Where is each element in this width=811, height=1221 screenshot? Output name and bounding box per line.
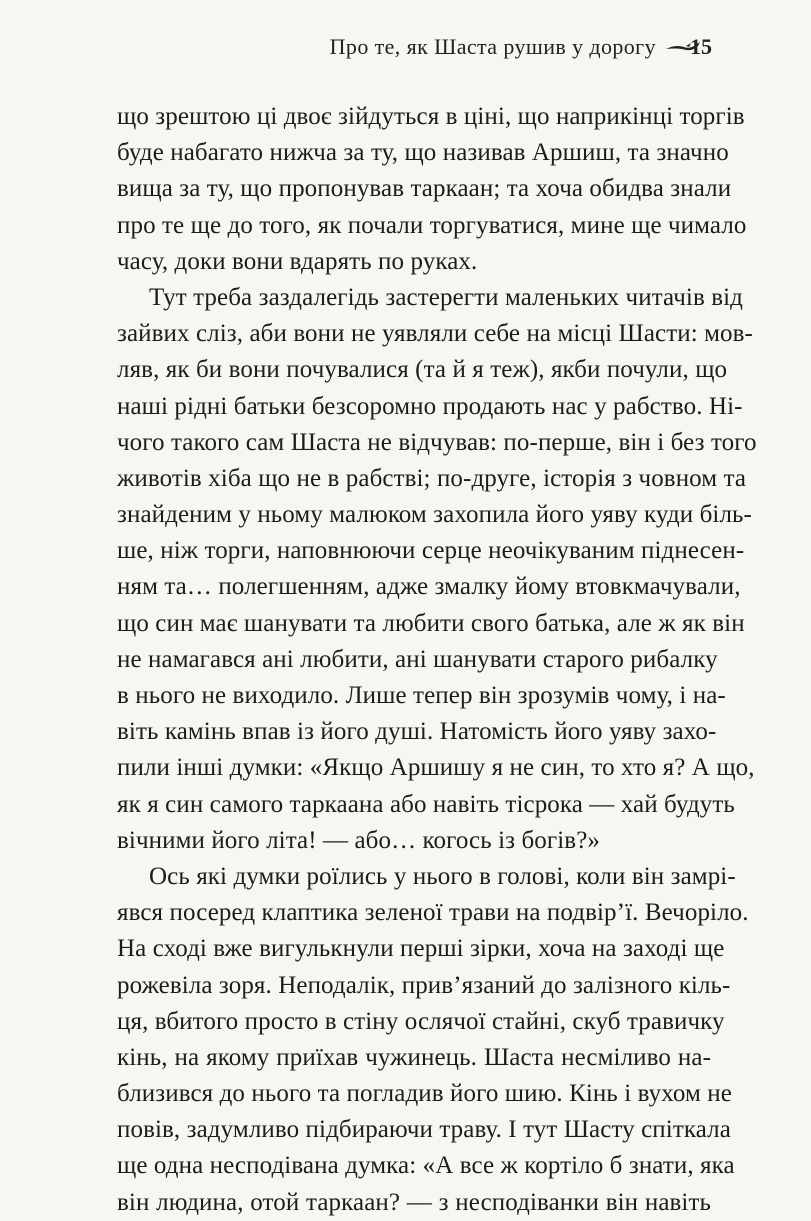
text-line: близився до нього та погладив його шию. Кінь і вухом не <box>117 1080 732 1108</box>
text-line: кінь, на якому приїхав чужинець. Шаста несміливо на- <box>117 1043 711 1071</box>
text-line: часу, доки вони вдарять по руках. <box>117 247 478 275</box>
text-line: знайденим у ньому малюком захопила його уяву куди біль- <box>117 501 752 529</box>
text-line: На сході вже вигулькнули перші зірки, хоча на заході ще <box>117 935 725 963</box>
text-line: він людина, отой таркаан? — з несподіванки він навіть <box>117 1188 711 1216</box>
text-line: вища за ту, що пропонував таркаан; та хоча обидва знали <box>117 175 732 203</box>
text-line: про те ще до того, як почали торгуватися, мине ще чимало <box>117 211 747 239</box>
text-line: животів хіба що не в рабстві; по-друге, історія з човном та <box>117 464 747 492</box>
text-line: не намагався ані любити, ані шанувати старого рибалку <box>117 645 718 673</box>
text-line: Ось які думки роїлись у нього в голові, коли він замрі- <box>149 862 736 890</box>
text-line: ця, вбитого просто в стіну ослячої стайні, скуб травичку <box>117 1007 725 1035</box>
text-line: явся посеред клаптика зеленої трави на подвір’ї. Вечоріло. <box>117 899 749 927</box>
text-line: ляв, як би вони почувалися (та й я теж), якби почули, що <box>117 356 728 384</box>
text-line: в нього не виходило. Лише тепер він зрозумів чому, і на- <box>117 682 726 709</box>
text-line: ще одна несподівана думка: «А все ж кортіло б знати, яка <box>117 1152 735 1180</box>
text-line: віть камінь впав із його душі. Натомість його уяву захо- <box>117 718 717 746</box>
text-line: буде набагато нижча за ту, що називав Аршиш, та значно <box>117 139 729 167</box>
text-line: ням та… полегшенням, адже змалку йому втовкмачували, <box>117 573 741 601</box>
body-text <box>117 99 757 1221</box>
text-line: наші рідні батьки безсоромно продають нас у рабство. Ні- <box>117 392 743 420</box>
running-header <box>330 34 708 60</box>
running-title: Про те, як Шаста рушив у дорогу <box>329 34 656 59</box>
page-number: 15 <box>690 34 712 59</box>
text-line: як я син самого таркаана або навіть тісрока — хай будуть <box>117 790 735 818</box>
text-line: пили інші думки: «Якщо Аршишу я не син, то хто я? А що, <box>117 754 755 782</box>
text-line: що син має шанувати та любити свого батька, але ж як він <box>117 609 745 637</box>
text-line: Тут треба заздалегідь застерегти маленьких читачів від <box>149 283 743 311</box>
text-line: чого такого сам Шаста не відчував: по-перше, він і без того <box>117 428 757 456</box>
text-line: ше, ніж торги, наповнюючи серце неочікуваним піднесен- <box>117 537 745 565</box>
text-line: зайвих сліз, аби вони не уявляли себе на місці Шасти: мов- <box>117 320 753 348</box>
text-line: вічними його літа! — або… когось із богів?» <box>117 826 600 854</box>
text-line: рожевіла зоря. Неподалік, прив’язаний до залізного кіль- <box>117 971 731 999</box>
text-line: повів, задумливо підбираючи траву. І тут Шасту спіткала <box>117 1116 731 1144</box>
text-line: що зрештою ці двоє зійдуться в ціні, що наприкінці торгів <box>117 103 745 130</box>
